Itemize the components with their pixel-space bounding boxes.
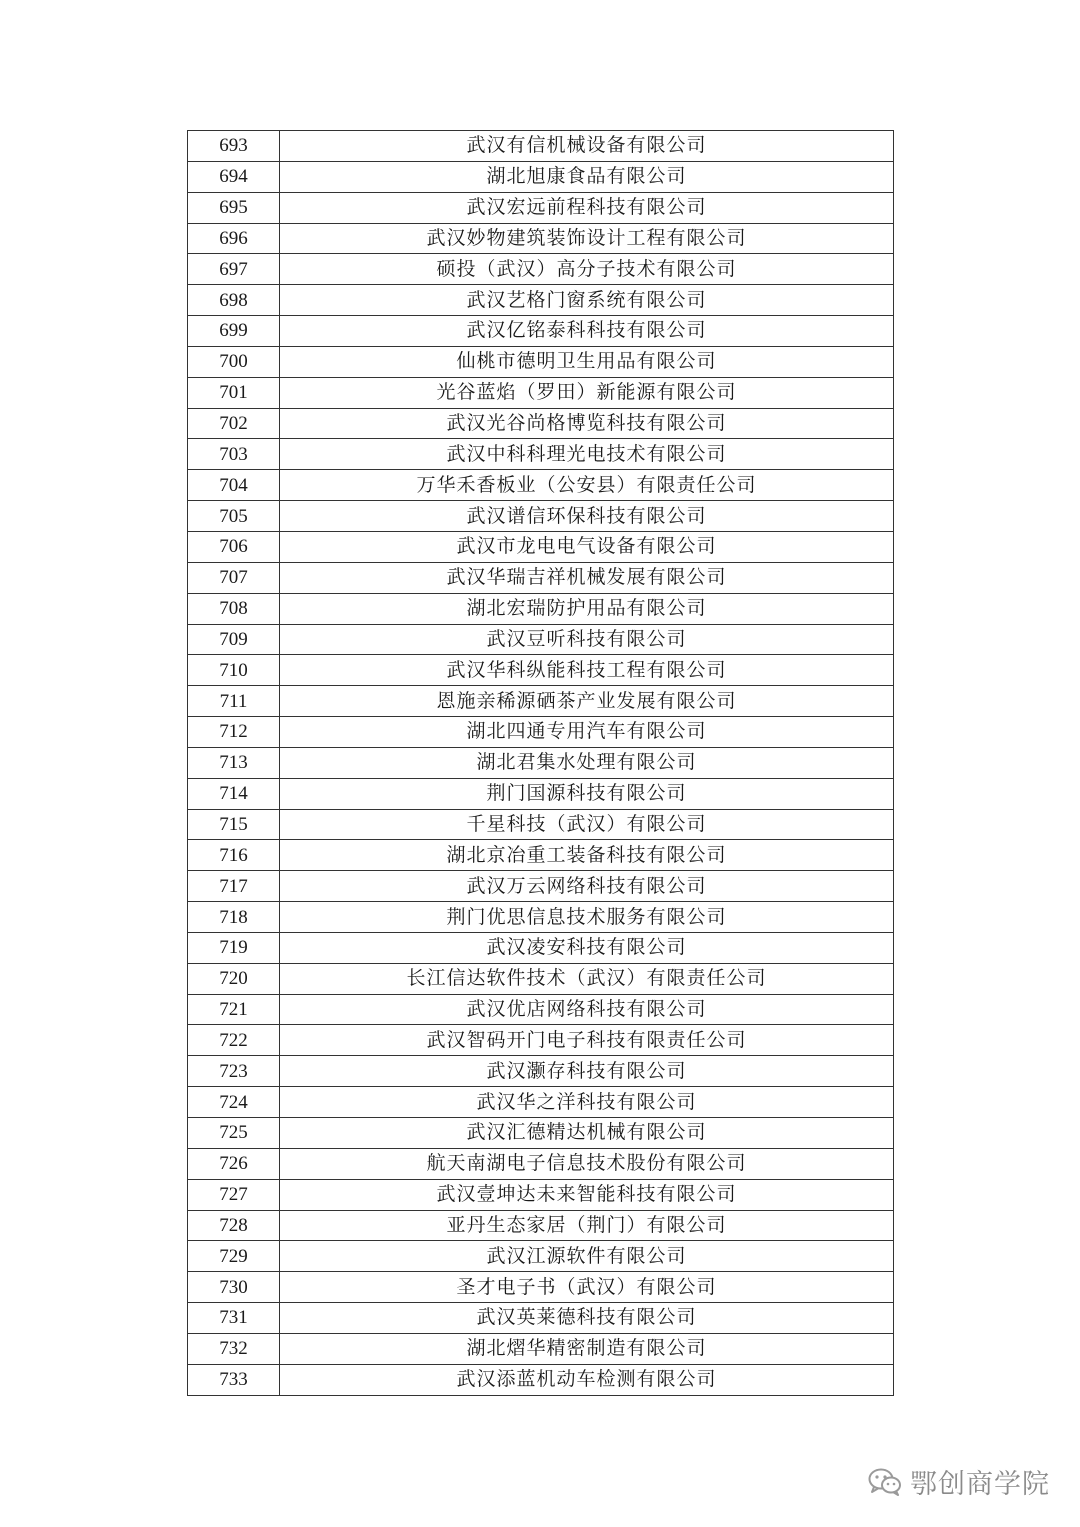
company-name: 亚丹生态家居（荆门）有限公司	[280, 1210, 894, 1241]
table-row	[188, 285, 894, 316]
company-name: 湖北旭康食品有限公司	[280, 161, 894, 192]
row-number: 697	[188, 254, 280, 285]
table-body	[188, 131, 894, 1396]
row-number: 733	[188, 1364, 280, 1395]
table-row	[188, 223, 894, 254]
table-row	[188, 439, 894, 470]
company-name: 武汉万云网络科技有限公司	[280, 871, 894, 902]
table-row	[188, 531, 894, 562]
table-row	[188, 131, 894, 162]
company-name: 武汉壹坤达未来智能科技有限公司	[280, 1179, 894, 1210]
company-name: 航天南湖电子信息技术股份有限公司	[280, 1148, 894, 1179]
table-row	[188, 593, 894, 624]
company-name: 武汉有信机械设备有限公司	[280, 131, 894, 162]
company-name: 荆门国源科技有限公司	[280, 778, 894, 809]
row-number: 703	[188, 439, 280, 470]
company-name: 武汉亿铭泰科科技有限公司	[280, 316, 894, 347]
company-name: 武汉市龙电电气设备有限公司	[280, 531, 894, 562]
table-row	[188, 1333, 894, 1364]
row-number: 702	[188, 408, 280, 439]
table-row	[188, 1272, 894, 1303]
company-name: 长江信达软件技术（武汉）有限责任公司	[280, 963, 894, 994]
row-number: 696	[188, 223, 280, 254]
company-name: 湖北君集水处理有限公司	[280, 747, 894, 778]
row-number: 706	[188, 531, 280, 562]
row-number: 730	[188, 1272, 280, 1303]
table-row	[188, 871, 894, 902]
row-number: 707	[188, 562, 280, 593]
row-number: 725	[188, 1118, 280, 1149]
table-row	[188, 1210, 894, 1241]
company-name: 武汉华科纵能科技工程有限公司	[280, 655, 894, 686]
company-name: 武汉灏存科技有限公司	[280, 1056, 894, 1087]
table-row	[188, 963, 894, 994]
table-row	[188, 1087, 894, 1118]
table-row	[188, 562, 894, 593]
row-number: 705	[188, 501, 280, 532]
row-number: 717	[188, 871, 280, 902]
table-row	[188, 1179, 894, 1210]
row-number: 695	[188, 192, 280, 223]
row-number: 710	[188, 655, 280, 686]
table-row	[188, 470, 894, 501]
table-row	[188, 1118, 894, 1149]
row-number: 709	[188, 624, 280, 655]
row-number: 711	[188, 686, 280, 717]
company-name: 武汉凌安科技有限公司	[280, 932, 894, 963]
company-name: 武汉妙物建筑装饰设计工程有限公司	[280, 223, 894, 254]
table-row	[188, 655, 894, 686]
table-row	[188, 747, 894, 778]
table-row	[188, 717, 894, 748]
company-name: 仙桃市德明卫生用品有限公司	[280, 346, 894, 377]
company-name: 圣才电子书（武汉）有限公司	[280, 1272, 894, 1303]
row-number: 722	[188, 1025, 280, 1056]
company-name: 武汉华之洋科技有限公司	[280, 1087, 894, 1118]
company-name: 恩施亲稀源硒茶产业发展有限公司	[280, 686, 894, 717]
row-number: 699	[188, 316, 280, 347]
table-row	[188, 1056, 894, 1087]
table-row	[188, 377, 894, 408]
row-number: 700	[188, 346, 280, 377]
company-name: 武汉宏远前程科技有限公司	[280, 192, 894, 223]
company-name: 武汉华瑞吉祥机械发展有限公司	[280, 562, 894, 593]
watermark	[868, 1462, 1050, 1501]
company-name: 湖北熠华精密制造有限公司	[280, 1333, 894, 1364]
row-number: 708	[188, 593, 280, 624]
company-name: 武汉英莱德科技有限公司	[280, 1303, 894, 1334]
row-number: 723	[188, 1056, 280, 1087]
row-number: 714	[188, 778, 280, 809]
table-row	[188, 624, 894, 655]
watermark-text: 鄂创商学院	[910, 1469, 1050, 1500]
company-name: 武汉江源软件有限公司	[280, 1241, 894, 1272]
company-list-table	[187, 130, 894, 1396]
wechat-icon	[868, 1468, 902, 1496]
company-name: 湖北四通专用汽车有限公司	[280, 717, 894, 748]
row-number: 698	[188, 285, 280, 316]
table-row	[188, 902, 894, 933]
table-row	[188, 1303, 894, 1334]
company-name: 武汉艺格门窗系统有限公司	[280, 285, 894, 316]
company-name: 武汉谱信环保科技有限公司	[280, 501, 894, 532]
table-row	[188, 840, 894, 871]
row-number: 701	[188, 377, 280, 408]
table-row	[188, 932, 894, 963]
table-row	[188, 161, 894, 192]
row-number: 726	[188, 1148, 280, 1179]
company-name: 武汉智码开门电子科技有限责任公司	[280, 1025, 894, 1056]
company-name: 千星科技（武汉）有限公司	[280, 809, 894, 840]
table-row	[188, 809, 894, 840]
row-number: 719	[188, 932, 280, 963]
table-row	[188, 778, 894, 809]
row-number: 728	[188, 1210, 280, 1241]
row-number: 732	[188, 1333, 280, 1364]
row-number: 715	[188, 809, 280, 840]
table-row	[188, 994, 894, 1025]
row-number: 712	[188, 717, 280, 748]
table-row	[188, 1364, 894, 1395]
row-number: 704	[188, 470, 280, 501]
table-row	[188, 1025, 894, 1056]
company-name: 武汉汇德精达机械有限公司	[280, 1118, 894, 1149]
company-name: 武汉豆听科技有限公司	[280, 624, 894, 655]
table-row	[188, 192, 894, 223]
table-row	[188, 1241, 894, 1272]
table-row	[188, 316, 894, 347]
row-number: 729	[188, 1241, 280, 1272]
company-name: 武汉添蓝机动车检测有限公司	[280, 1364, 894, 1395]
row-number: 693	[188, 131, 280, 162]
company-name: 武汉优店网络科技有限公司	[280, 994, 894, 1025]
row-number: 718	[188, 902, 280, 933]
table-row	[188, 686, 894, 717]
table-row	[188, 346, 894, 377]
row-number: 720	[188, 963, 280, 994]
company-name: 湖北京冶重工装备科技有限公司	[280, 840, 894, 871]
company-name: 万华禾香板业（公安县）有限责任公司	[280, 470, 894, 501]
company-name: 武汉光谷尚格博览科技有限公司	[280, 408, 894, 439]
row-number: 731	[188, 1303, 280, 1334]
row-number: 694	[188, 161, 280, 192]
company-name: 硕投（武汉）高分子技术有限公司	[280, 254, 894, 285]
table-row	[188, 501, 894, 532]
row-number: 721	[188, 994, 280, 1025]
row-number: 716	[188, 840, 280, 871]
company-name: 光谷蓝焰（罗田）新能源有限公司	[280, 377, 894, 408]
table-row	[188, 408, 894, 439]
company-name: 武汉中科科理光电技术有限公司	[280, 439, 894, 470]
company-name: 荆门优思信息技术服务有限公司	[280, 902, 894, 933]
table-row	[188, 1148, 894, 1179]
company-name: 湖北宏瑞防护用品有限公司	[280, 593, 894, 624]
row-number: 724	[188, 1087, 280, 1118]
table-row	[188, 254, 894, 285]
row-number: 713	[188, 747, 280, 778]
row-number: 727	[188, 1179, 280, 1210]
